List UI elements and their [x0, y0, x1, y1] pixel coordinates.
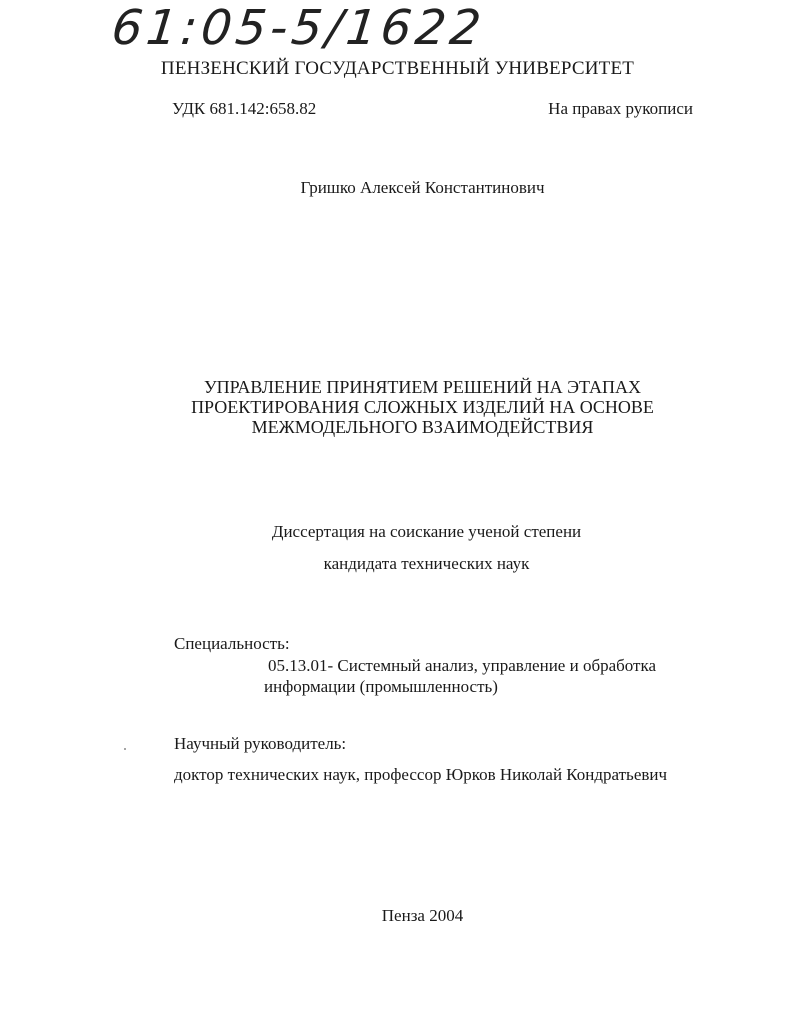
- title-line-2: ПРОЕКТИРОВАНИЯ СЛОЖНЫХ ИЗДЕЛИЙ НА ОСНОВЕ: [191, 397, 654, 417]
- specialty-line-2: информации (промышленность): [264, 677, 498, 696]
- scan-speck: [124, 748, 126, 750]
- author-name: Гришко Алексей Константинович: [300, 178, 545, 197]
- specialty-value: [264, 655, 657, 697]
- city-year: Пенза 2004: [381, 906, 464, 925]
- title-line-3: МЕЖМОДЕЛЬНОГО ВЗАИМОДЕЙСТВИЯ: [251, 417, 594, 437]
- udk-code: УДК 681.142:658.82: [172, 99, 317, 118]
- dissertation-title: [0, 377, 795, 437]
- degree-line-1: Диссертация на соискание ученой степени: [271, 522, 582, 541]
- specialty-line-1: 05.13.01- Системный анализ, управление и обработка: [268, 656, 657, 675]
- title-line-1: УПРАВЛЕНИЕ ПРИНЯТИЕМ РЕШЕНИЙ НА ЭТАПАХ: [203, 377, 642, 397]
- archive-code-handwritten: 61:05-5/1622: [109, 0, 488, 56]
- degree-line-2: кандидата технических наук: [323, 554, 530, 573]
- supervisor-label: Научный руководитель:: [174, 734, 347, 753]
- degree-statement: [0, 516, 795, 580]
- supervisor-value: доктор технических наук, профессор Юрков Николай Кондратьевич: [174, 765, 668, 784]
- specialty-label: Специальность:: [174, 634, 290, 653]
- manuscript-rights: На правах рукописи: [548, 99, 693, 118]
- university-name: ПЕНЗЕНСКИЙ ГОСУДАРСТВЕННЫЙ УНИВЕРСИТЕТ: [160, 58, 635, 79]
